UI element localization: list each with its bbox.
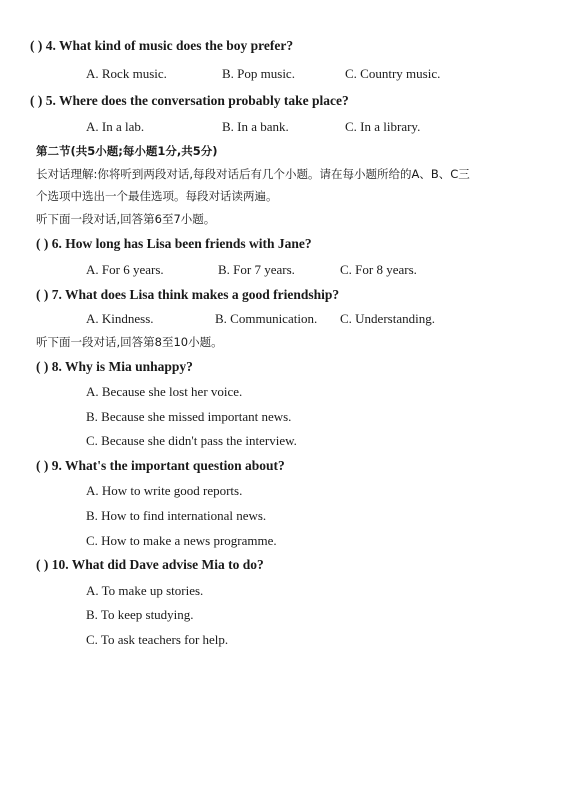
question-4-option-c: C. Country music. — [345, 66, 441, 81]
section-2-heading: 第二节(共5小题;每小题1分,共5分) — [36, 144, 218, 158]
question-6-stem: ( ) 6. How long has Lisa been friends with Jane? — [36, 236, 312, 251]
question-9-option-c: C. How to make a news programme. — [86, 533, 277, 548]
question-5-stem: ( ) 5. Where does the conversation probably take place? — [30, 93, 349, 108]
question-7-option-c: C. Understanding. — [340, 311, 435, 326]
question-9-stem: ( ) 9. What's the important question about? — [36, 458, 285, 473]
question-7-stem: ( ) 7. What does Lisa think makes a good friendship? — [36, 287, 340, 302]
question-5-option-c: C. In a library. — [345, 119, 421, 134]
question-6-option-c: C. For 8 years. — [340, 262, 417, 277]
question-7-option-a: A. Kindness. — [86, 311, 154, 326]
dialog-1-intro: 听下面一段对话,回答第6至7小题。 — [36, 212, 216, 226]
section-2-instruction-line1: 长对话理解:你将听到两段对话,每段对话后有几个小题。请在每小题所给的A、B、C三 — [36, 167, 470, 181]
question-4-option-b: B. Pop music. — [222, 66, 295, 81]
question-6-option-b: B. For 7 years. — [218, 262, 295, 277]
question-9-option-b: B. How to find international news. — [86, 508, 267, 523]
dialog-2-intro: 听下面一段对话,回答第8至10小题。 — [36, 335, 223, 349]
question-4-stem: ( ) 4. What kind of music does the boy prefer? — [30, 38, 294, 53]
question-10-option-b: B. To keep studying. — [86, 607, 194, 622]
question-5-option-a: A. In a lab. — [86, 119, 145, 134]
question-8-option-a: A. Because she lost her voice. — [86, 384, 243, 399]
question-6-option-a: A. For 6 years. — [86, 262, 164, 277]
question-10-option-a: A. To make up stories. — [86, 583, 204, 598]
question-10-option-c: C. To ask teachers for help. — [86, 632, 229, 647]
question-7-option-b: B. Communication. — [215, 311, 318, 326]
question-4-option-a: A. Rock music. — [86, 66, 167, 81]
question-5-option-b: B. In a bank. — [222, 119, 289, 134]
question-8-option-b: B. Because she missed important news. — [86, 409, 292, 424]
question-9-option-a: A. How to write good reports. — [86, 483, 243, 498]
section-2-instruction-line2: 个选项中选出一个最佳选项。每段对话读两遍。 — [36, 189, 278, 203]
question-10-stem: ( ) 10. What did Dave advise Mia to do? — [36, 557, 264, 572]
question-8-option-c: C. Because she didn't pass the interview. — [86, 433, 297, 448]
question-8-stem: ( ) 8. Why is Mia unhappy? — [36, 359, 193, 374]
